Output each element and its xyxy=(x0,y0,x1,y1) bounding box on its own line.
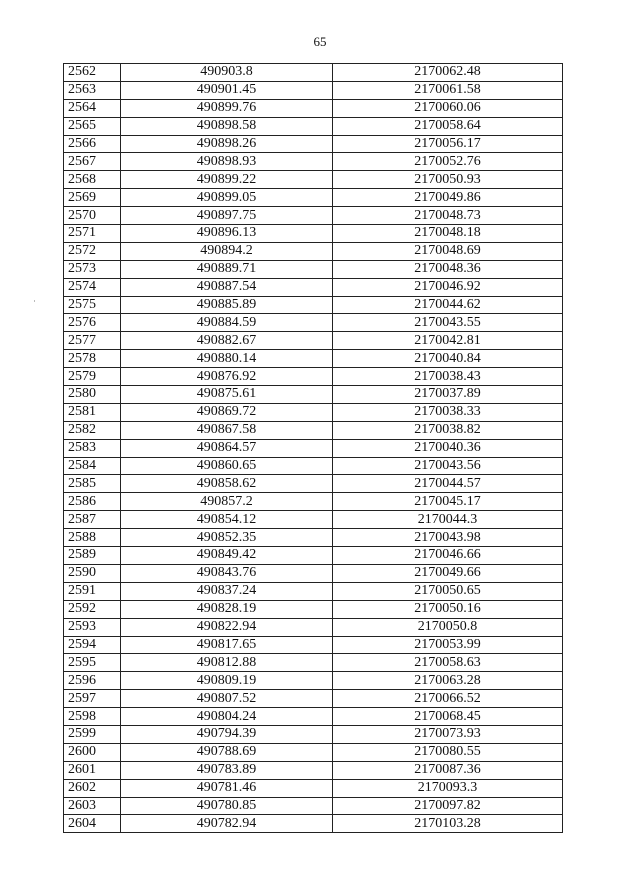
y-coordinate-cell: 2170043.56 xyxy=(333,457,563,475)
point-number-cell: 2603 xyxy=(64,797,121,815)
table-row xyxy=(64,672,563,690)
y-coordinate-cell: 2170060.06 xyxy=(333,99,563,117)
x-coordinate-cell: 490783.89 xyxy=(121,761,333,779)
table-row xyxy=(64,368,563,386)
point-number-cell: 2574 xyxy=(64,278,121,296)
x-coordinate-cell: 490880.14 xyxy=(121,350,333,368)
y-coordinate-cell: 2170042.81 xyxy=(333,332,563,350)
point-number-cell: 2583 xyxy=(64,439,121,457)
table-row xyxy=(64,743,563,761)
table-row xyxy=(64,618,563,636)
table-row xyxy=(64,296,563,314)
x-coordinate-cell: 490804.24 xyxy=(121,708,333,726)
point-number-cell: 2567 xyxy=(64,153,121,171)
y-coordinate-cell: 2170050.16 xyxy=(333,600,563,618)
point-number-cell: 2595 xyxy=(64,654,121,672)
x-coordinate-cell: 490858.62 xyxy=(121,475,333,493)
x-coordinate-cell: 490794.39 xyxy=(121,725,333,743)
y-coordinate-cell: 2170061.58 xyxy=(333,81,563,99)
y-coordinate-cell: 2170044.3 xyxy=(333,511,563,529)
point-number-cell: 2573 xyxy=(64,260,121,278)
x-coordinate-cell: 490812.88 xyxy=(121,654,333,672)
point-number-cell: 2562 xyxy=(64,64,121,82)
x-coordinate-cell: 490843.76 xyxy=(121,564,333,582)
y-coordinate-cell: 2170053.99 xyxy=(333,636,563,654)
y-coordinate-cell: 2170068.45 xyxy=(333,708,563,726)
y-coordinate-cell: 2170040.84 xyxy=(333,350,563,368)
y-coordinate-cell: 2170058.63 xyxy=(333,654,563,672)
point-number-cell: 2578 xyxy=(64,350,121,368)
table-row xyxy=(64,439,563,457)
x-coordinate-cell: 490860.65 xyxy=(121,457,333,475)
point-number-cell: 2584 xyxy=(64,457,121,475)
y-coordinate-cell: 2170093.3 xyxy=(333,779,563,797)
table-row xyxy=(64,564,563,582)
table-row xyxy=(64,99,563,117)
y-coordinate-cell: 2170049.66 xyxy=(333,564,563,582)
point-number-cell: 2568 xyxy=(64,171,121,189)
point-number-cell: 2591 xyxy=(64,582,121,600)
table-row xyxy=(64,314,563,332)
y-coordinate-cell: 2170056.17 xyxy=(333,135,563,153)
y-coordinate-cell: 2170050.93 xyxy=(333,171,563,189)
y-coordinate-cell: 2170046.92 xyxy=(333,278,563,296)
table-row xyxy=(64,135,563,153)
x-coordinate-cell: 490885.89 xyxy=(121,296,333,314)
point-number-cell: 2581 xyxy=(64,403,121,421)
x-coordinate-cell: 490903.8 xyxy=(121,64,333,82)
x-coordinate-cell: 490864.57 xyxy=(121,439,333,457)
point-number-cell: 2566 xyxy=(64,135,121,153)
y-coordinate-cell: 2170080.55 xyxy=(333,743,563,761)
point-number-cell: 2594 xyxy=(64,636,121,654)
point-number-cell: 2579 xyxy=(64,368,121,386)
table-row xyxy=(64,189,563,207)
point-number-cell: 2572 xyxy=(64,242,121,260)
x-coordinate-cell: 490782.94 xyxy=(121,815,333,833)
y-coordinate-cell: 2170044.62 xyxy=(333,296,563,314)
table-row xyxy=(64,493,563,511)
x-coordinate-cell: 490884.59 xyxy=(121,314,333,332)
x-coordinate-cell: 490809.19 xyxy=(121,672,333,690)
table-row xyxy=(64,654,563,672)
x-coordinate-cell: 490899.22 xyxy=(121,171,333,189)
y-coordinate-cell: 2170040.36 xyxy=(333,439,563,457)
x-coordinate-cell: 490781.46 xyxy=(121,779,333,797)
scan-speck xyxy=(34,300,35,302)
point-number-cell: 2580 xyxy=(64,386,121,404)
point-number-cell: 2599 xyxy=(64,725,121,743)
point-number-cell: 2564 xyxy=(64,99,121,117)
table-row xyxy=(64,475,563,493)
y-coordinate-cell: 2170038.33 xyxy=(333,403,563,421)
y-coordinate-cell: 2170048.18 xyxy=(333,225,563,243)
table-row xyxy=(64,815,563,833)
point-number-cell: 2601 xyxy=(64,761,121,779)
y-coordinate-cell: 2170103.28 xyxy=(333,815,563,833)
point-number-cell: 2576 xyxy=(64,314,121,332)
coordinates-table xyxy=(63,63,563,833)
x-coordinate-cell: 490828.19 xyxy=(121,600,333,618)
y-coordinate-cell: 2170038.43 xyxy=(333,368,563,386)
y-coordinate-cell: 2170050.8 xyxy=(333,618,563,636)
table-row xyxy=(64,636,563,654)
y-coordinate-cell: 2170043.98 xyxy=(333,529,563,547)
y-coordinate-cell: 2170046.66 xyxy=(333,547,563,565)
table-row xyxy=(64,117,563,135)
x-coordinate-cell: 490875.61 xyxy=(121,386,333,404)
table-row xyxy=(64,797,563,815)
point-number-cell: 2575 xyxy=(64,296,121,314)
x-coordinate-cell: 490882.67 xyxy=(121,332,333,350)
x-coordinate-cell: 490898.58 xyxy=(121,117,333,135)
y-coordinate-cell: 2170045.17 xyxy=(333,493,563,511)
point-number-cell: 2592 xyxy=(64,600,121,618)
point-number-cell: 2565 xyxy=(64,117,121,135)
y-coordinate-cell: 2170052.76 xyxy=(333,153,563,171)
point-number-cell: 2600 xyxy=(64,743,121,761)
y-coordinate-cell: 2170043.55 xyxy=(333,314,563,332)
x-coordinate-cell: 490780.85 xyxy=(121,797,333,815)
table-row xyxy=(64,690,563,708)
table-row xyxy=(64,779,563,797)
table-row xyxy=(64,332,563,350)
table-row xyxy=(64,529,563,547)
point-number-cell: 2586 xyxy=(64,493,121,511)
table-row xyxy=(64,421,563,439)
table-row xyxy=(64,761,563,779)
point-number-cell: 2597 xyxy=(64,690,121,708)
point-number-cell: 2602 xyxy=(64,779,121,797)
table-row xyxy=(64,171,563,189)
x-coordinate-cell: 490849.42 xyxy=(121,547,333,565)
x-coordinate-cell: 490897.75 xyxy=(121,207,333,225)
table-row xyxy=(64,207,563,225)
y-coordinate-cell: 2170087.36 xyxy=(333,761,563,779)
table-row xyxy=(64,242,563,260)
table-row xyxy=(64,725,563,743)
y-coordinate-cell: 2170048.69 xyxy=(333,242,563,260)
x-coordinate-cell: 490901.45 xyxy=(121,81,333,99)
point-number-cell: 2569 xyxy=(64,189,121,207)
y-coordinate-cell: 2170049.86 xyxy=(333,189,563,207)
y-coordinate-cell: 2170066.52 xyxy=(333,690,563,708)
x-coordinate-cell: 490896.13 xyxy=(121,225,333,243)
table-row xyxy=(64,225,563,243)
point-number-cell: 2585 xyxy=(64,475,121,493)
table-row xyxy=(64,386,563,404)
page-number: 65 xyxy=(313,34,327,49)
table-row xyxy=(64,278,563,296)
y-coordinate-cell: 2170063.28 xyxy=(333,672,563,690)
y-coordinate-cell: 2170044.57 xyxy=(333,475,563,493)
point-number-cell: 2571 xyxy=(64,225,121,243)
point-number-cell: 2582 xyxy=(64,421,121,439)
y-coordinate-cell: 2170038.82 xyxy=(333,421,563,439)
y-coordinate-cell: 2170050.65 xyxy=(333,582,563,600)
point-number-cell: 2604 xyxy=(64,815,121,833)
x-coordinate-cell: 490898.26 xyxy=(121,135,333,153)
table-row xyxy=(64,600,563,618)
x-coordinate-cell: 490788.69 xyxy=(121,743,333,761)
x-coordinate-cell: 490852.35 xyxy=(121,529,333,547)
point-number-cell: 2570 xyxy=(64,207,121,225)
x-coordinate-cell: 490899.76 xyxy=(121,99,333,117)
x-coordinate-cell: 490899.05 xyxy=(121,189,333,207)
coordinates-table-body xyxy=(64,64,563,833)
table-row xyxy=(64,708,563,726)
table-row xyxy=(64,350,563,368)
y-coordinate-cell: 2170058.64 xyxy=(333,117,563,135)
y-coordinate-cell: 2170037.89 xyxy=(333,386,563,404)
y-coordinate-cell: 2170048.73 xyxy=(333,207,563,225)
y-coordinate-cell: 2170048.36 xyxy=(333,260,563,278)
x-coordinate-cell: 490857.2 xyxy=(121,493,333,511)
point-number-cell: 2589 xyxy=(64,547,121,565)
point-number-cell: 2588 xyxy=(64,529,121,547)
x-coordinate-cell: 490894.2 xyxy=(121,242,333,260)
table-row xyxy=(64,403,563,421)
x-coordinate-cell: 490898.93 xyxy=(121,153,333,171)
table-row xyxy=(64,511,563,529)
point-number-cell: 2598 xyxy=(64,708,121,726)
table-row xyxy=(64,153,563,171)
x-coordinate-cell: 490817.65 xyxy=(121,636,333,654)
y-coordinate-cell: 2170073.93 xyxy=(333,725,563,743)
x-coordinate-cell: 490837.24 xyxy=(121,582,333,600)
y-coordinate-cell: 2170097.82 xyxy=(333,797,563,815)
point-number-cell: 2596 xyxy=(64,672,121,690)
x-coordinate-cell: 490807.52 xyxy=(121,690,333,708)
point-number-cell: 2590 xyxy=(64,564,121,582)
table-row xyxy=(64,547,563,565)
x-coordinate-cell: 490876.92 xyxy=(121,368,333,386)
point-number-cell: 2563 xyxy=(64,81,121,99)
table-row xyxy=(64,260,563,278)
point-number-cell: 2593 xyxy=(64,618,121,636)
point-number-cell: 2577 xyxy=(64,332,121,350)
x-coordinate-cell: 490869.72 xyxy=(121,403,333,421)
x-coordinate-cell: 490867.58 xyxy=(121,421,333,439)
point-number-cell: 2587 xyxy=(64,511,121,529)
x-coordinate-cell: 490854.12 xyxy=(121,511,333,529)
x-coordinate-cell: 490889.71 xyxy=(121,260,333,278)
table-row xyxy=(64,81,563,99)
x-coordinate-cell: 490822.94 xyxy=(121,618,333,636)
table-row xyxy=(64,582,563,600)
x-coordinate-cell: 490887.54 xyxy=(121,278,333,296)
y-coordinate-cell: 2170062.48 xyxy=(333,64,563,82)
table-row xyxy=(64,457,563,475)
table-row xyxy=(64,64,563,82)
